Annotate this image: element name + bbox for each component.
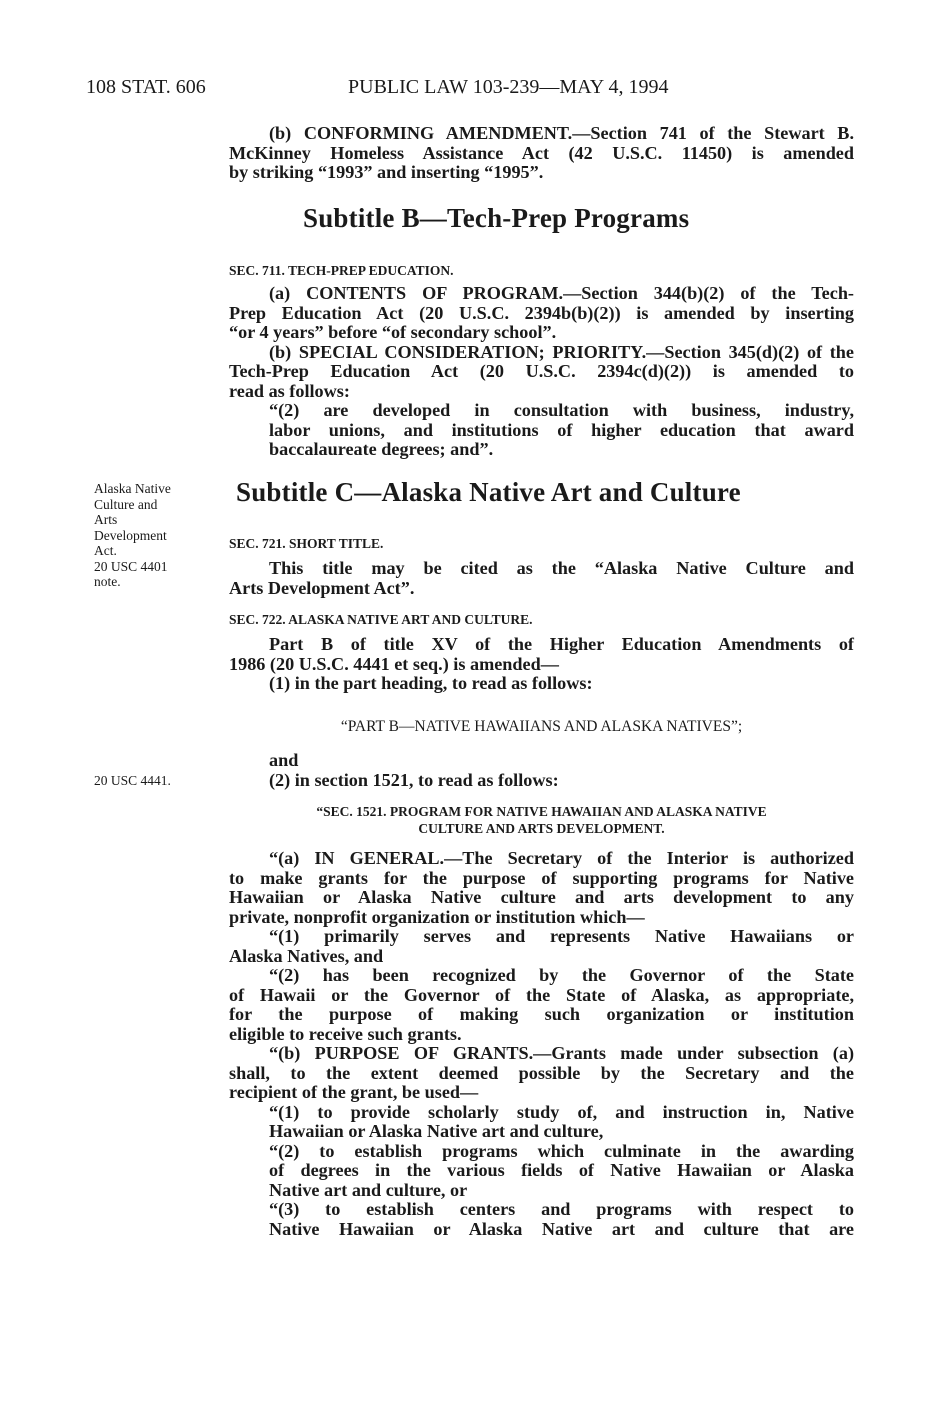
running-title: PUBLIC LAW 103-239—MAY 4, 1994 — [348, 76, 669, 98]
section-721-heading: SEC. 721. SHORT TITLE. — [229, 536, 384, 551]
margin-note-line: note. — [94, 574, 121, 589]
section-722-heading: SEC. 722. ALASKA NATIVE ART AND CULTURE. — [229, 612, 533, 627]
section-711-body — [229, 284, 854, 460]
text-line: Hawaiian or Alaska Native culture and arts development to any — [229, 887, 854, 907]
text-line: 1986 (20 U.S.C. 4441 et seq.) is amended— — [229, 653, 559, 674]
part-b-heading: “PART B—NATIVE HAWAIIANS AND ALASKA NATIVES”; — [340, 718, 743, 735]
text-line: Native art and culture, or — [269, 1179, 468, 1200]
item-2-line — [229, 771, 854, 791]
text-line: read as follows: — [229, 380, 350, 401]
text-line: “(a) IN GENERAL.—The Secretary of the Interior is authorized — [269, 848, 854, 868]
text-line: of degrees in the various fields of Native Hawaiian or Alaska — [269, 1160, 854, 1180]
heading-line: CULTURE AND ARTS DEVELOPMENT. — [418, 821, 665, 836]
text-line: “(3) to establish centers and programs with respect to — [269, 1199, 854, 1219]
section-711-heading: SEC. 711. TECH-PREP EDUCATION. — [229, 263, 454, 278]
page-number: 108 STAT. 606 — [86, 76, 206, 98]
text-line: “(2) to establish programs which culminate in the awarding — [269, 1140, 854, 1161]
text-line: “(1) to provide scholarly study of, and instruction in, Native — [269, 1101, 854, 1122]
text-line: (b) CONFORMING AMENDMENT.—Section 741 of the Stewart B. — [269, 123, 854, 143]
text-line: for the purpose of making such organization or institution — [229, 1004, 854, 1024]
text-line: of Hawaii or the Governor of the State of Alaska, as appropriate, — [229, 984, 854, 1005]
margin-note-line: Development — [94, 527, 167, 543]
text-line: Alaska Natives, and — [229, 945, 384, 966]
text-line: “(1) primarily serves and represents Native Hawaiians or — [269, 926, 854, 946]
text-line: eligible to receive such grants. — [229, 1023, 462, 1044]
text-line: Hawaiian or Alaska Native art and culture, — [269, 1121, 604, 1141]
margin-note-line: Culture and — [94, 496, 158, 512]
text-line: recipient of the grant, be used— — [229, 1082, 479, 1102]
margin-note-short-title — [94, 481, 171, 590]
text-line: “(2) has been recognized by the Governor of the State — [269, 965, 854, 985]
text-line: (1) in the part heading, to read as follows: — [269, 673, 593, 693]
running-header — [86, 76, 866, 104]
text-line: Prep Education Act (20 U.S.C. 2394b(b)(2)) is amended by inserting — [229, 302, 854, 323]
margin-note-line: 20 USC 4401 — [94, 558, 168, 574]
section-722-body — [229, 635, 854, 694]
margin-note-line: Alaska Native — [94, 481, 171, 496]
conforming-amendment-paragraph — [229, 124, 854, 183]
subtitle-c-heading: Subtitle C—Alaska Native Art and Culture — [236, 477, 741, 507]
section-721-body — [229, 559, 854, 598]
text-line: by striking “1993” and inserting “1995”. — [229, 162, 544, 182]
text-line: shall, to the extent deemed possible by the Secretary and the — [229, 1062, 854, 1083]
heading-line: “SEC. 1521. PROGRAM FOR NATIVE HAWAIIAN AND ALASKA NATIVE — [316, 804, 767, 819]
margin-note-line: Arts — [94, 512, 118, 527]
text-line: Native Hawaiian or Alaska Native art and culture that are — [269, 1218, 854, 1239]
text-line: “or 4 years” before “of secondary school”. — [229, 322, 557, 342]
section-1521-body — [229, 849, 854, 1239]
margin-note-line: Act. — [94, 543, 117, 558]
text-line: This title may be cited as the “Alaska Native Culture and — [269, 558, 854, 578]
margin-note-section-1521: 20 USC 4441. — [94, 773, 171, 788]
text-line: Tech-Prep Education Act (20 U.S.C. 2394c(d)(2)) is amended to — [229, 361, 854, 381]
text-line: and — [269, 750, 299, 770]
text-line: “(2) are developed in consultation with business, industry, — [269, 400, 854, 420]
section-1521-heading — [229, 803, 854, 837]
text-line: McKinney Homeless Assistance Act (42 U.S.C. 11450) is amended — [229, 142, 854, 163]
text-line: (b) SPECIAL CONSIDERATION; PRIORITY.—Section 345(d)(2) of the — [269, 341, 854, 362]
text-line: private, nonprofit organization or institution which— — [229, 906, 645, 927]
text-line: Part B of title XV of the Higher Education Amendments of — [269, 634, 854, 654]
text-line: (a) CONTENTS OF PROGRAM.—Section 344(b)(2) of the Tech- — [269, 283, 854, 303]
text-line: labor unions, and institutions of higher education that award — [269, 419, 854, 440]
text-line: baccalaureate degrees; and”. — [269, 439, 494, 459]
and-connector — [229, 751, 854, 771]
text-line: “(b) PURPOSE OF GRANTS.—Grants made under subsection (a) — [269, 1043, 854, 1063]
subtitle-b-heading: Subtitle B—Tech-Prep Programs — [303, 203, 690, 233]
text-line: Arts Development Act”. — [229, 577, 415, 598]
text-line: (2) in section 1521, to read as follows: — [269, 770, 559, 790]
text-line: to make grants for the purpose of supporting programs for Native — [229, 867, 854, 888]
